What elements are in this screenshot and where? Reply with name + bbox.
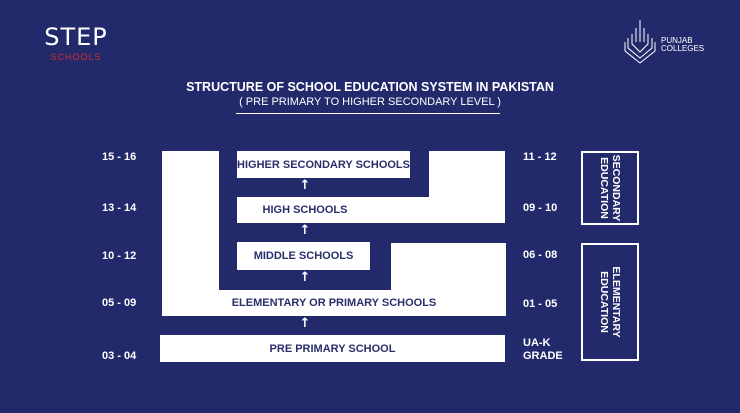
arrow-up-icon: ↑ (299, 223, 311, 238)
grade-label: 11 - 12 (523, 151, 557, 163)
arrow-up-icon: ↑ (299, 316, 311, 331)
age-label: 13 - 14 (102, 202, 137, 214)
page-subtitle: ( PRE PRIMARY TO HIGHER SECONDARY LEVEL ) (239, 96, 501, 108)
label-high-schools: HIGH SCHOOLS (262, 204, 348, 216)
grade-label: 09 - 10 (523, 202, 558, 214)
building-logo-icon (622, 20, 658, 64)
grade-label: GRADE (523, 350, 563, 362)
label-pre-primary: PRE PRIMARY SCHOOL (269, 342, 396, 355)
grade-label: 06 - 08 (523, 249, 558, 261)
grade-label: 01 - 05 (523, 298, 558, 310)
age-label: 05 - 09 (102, 297, 137, 309)
step-schools-logo: STEP SCHOOLS (44, 23, 108, 62)
age-label: 10 - 12 (102, 250, 137, 262)
elementary-education-box: ELEMENTARY EDUCATION (581, 243, 639, 361)
label-higher-secondary: HIGHER SECONDARY SCHOOLS (237, 158, 410, 171)
label-middle-schools: MIDDLE SCHOOLS (253, 250, 354, 262)
secondary-education-box: SECONDARY EDUCATION (581, 151, 639, 225)
title-underline (236, 113, 500, 114)
arrow-up-icon: ↑ (299, 270, 311, 285)
grade-label: UA-K (523, 337, 551, 349)
age-label: 03 - 04 (102, 350, 137, 362)
page-title: STRUCTURE OF SCHOOL EDUCATION SYSTEM IN PAKISTAN (186, 80, 554, 94)
label-elementary: ELEMENTARY OR PRIMARY SCHOOLS (231, 297, 437, 309)
punjab-colleges-logo: PUNJAB COLLEGES (622, 20, 722, 65)
arrow-up-icon: ↑ (299, 178, 311, 193)
age-label: 15 - 16 (102, 151, 137, 163)
